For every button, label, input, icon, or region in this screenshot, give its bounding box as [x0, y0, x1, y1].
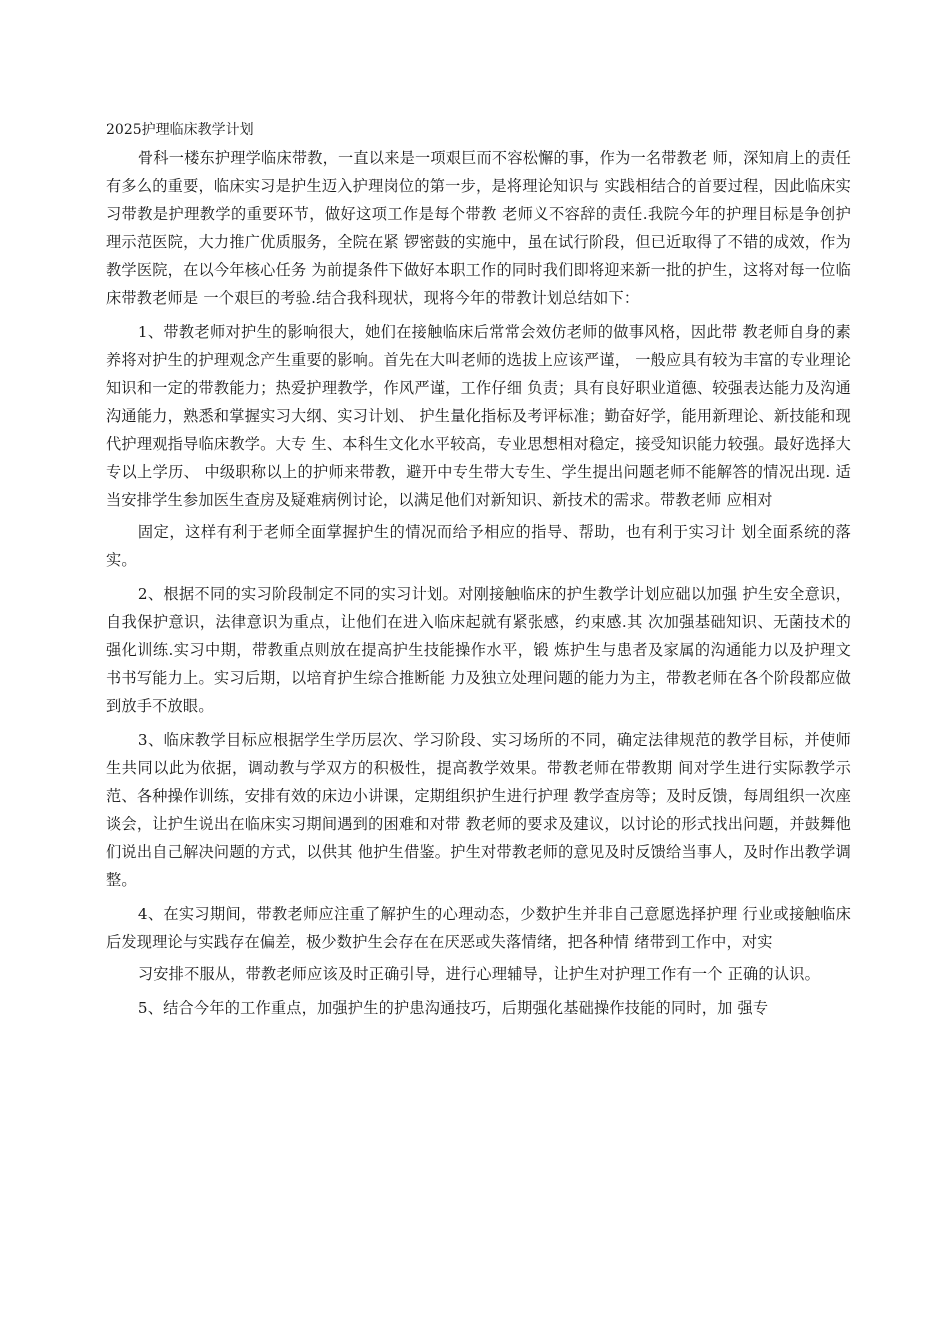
paragraph-item-1: 1、带教老师对护生的影响很大，她们在接触临床后常常会效仿老师的做事风格，因此带 教老师自身的素养将对护生的护理观念产生重要的影响。首先在大叫老师的选拔上应该严谨， 一般应具有较为丰富的专业理论知识和一定的带教能力；热爱护理教学，作风严谨，工作仔细 负责；具有良好职业道德、较强表达能力及沟通沟通能力，熟悉和掌握实习大纲、实习计划、 护生量化指标及考评标准；勤奋好学，能用新理论、新技能和现代护理观指导临床教学。大专 生、本科生文化水平较高，专业思想相对稳定，接受知识能力较强。最好选择大专以上学历、 中级职称以上的护师来带教，避开中专生带大专生、学生提出问题老师不能解答的情况出现. 适当安排学生参加医生查房及疑难病例讨论，以满足他们对新知识、新技术的需求。带教老师 应相对	[106, 323, 851, 509]
paragraph-item-4: 4、在实习期间，带教老师应注重了解护生的心理动态，少数护生并非自己意愿选择护理 行业或接触临床后发现理论与实践存在偏差，极少数护生会存在在厌恶或失落情绪，把各种情 绪带到工作中，对实	[106, 905, 851, 951]
document-title: 2025护理临床教学计划	[106, 122, 254, 138]
paragraph-item-4-continued: 习安排不服从，带教老师应该及时正确引导，进行心理辅导，让护生对护理工作有一个 正确的认识。	[137, 965, 820, 983]
paragraph-item-1-continued: 固定，这样有利于老师全面掌握护生的情况而给予相应的指导、帮助，也有利于实习计 划全面系统的落实。	[106, 523, 851, 569]
paragraph-item-5: 5、结合今年的工作重点，加强护生的护患沟通技巧，后期强化基础操作技能的同时，加 强专	[137, 999, 769, 1017]
paragraph-item-2: 2、根据不同的实习阶段制定不同的实习计划。对刚接触临床的护生教学计划应础以加强 护生安全意识，自我保护意识，法律意识为重点，让他们在进入临床起就有紧张感，约束感.其 次加强基础知识、无菌技术的强化训练.实习中期，带教重点则放在提高护生技能操作水平，锻 炼护生与患者及家属的沟通能力以及护理文书书写能力上。实习后期，以培育护生综合推断能 力及独立处理问题的能力为主，带教老师在各个阶段都应做到放手不放眼。	[106, 585, 851, 715]
paragraph-intro: 骨科一楼东护理学临床带教，一直以来是一项艰巨而不容松懈的事，作为一名带教老 师，深知肩上的责任有多么的重要，临床实习是护生迈入护理岗位的第一步，是将理论知识与 实践相结合的首要过程，因此临床实习带教是护理教学的重要环节，做好这项工作是每个带教 老师义不容辞的责任.我院今年的护理目标是争创护理示范医院，大力推广优质服务，全院在紧 锣密鼓的实施中，虽在试行阶段，但已近取得了不错的成效，作为教学医院，在以今年核心任务 为前提条件下做好本职工作的同时我们即将迎来新一批的护生，这将对每一位临床带教老师是 一个艰巨的考验.结合我科现状，现将今年的带教计划总结如下：	[106, 149, 851, 307]
paragraph-item-3: 3、临床教学目标应根据学生学历层次、学习阶段、实习场所的不同，确定法律规范的教学目标，并使师生共同以此为依据，调动教与学双方的积极性，提高教学效果。带教老师在带教期 间对学生进行实际教学示范、各种操作训练，安排有效的床边小讲课，定期组织护生进行护理 教学查房等；及时反馈，每周组织一次座谈会，让护生说出在临床实习期间遇到的困难和对带 教老师的要求及建议，以讨论的形式找出问题，并鼓舞他们说出自己解决问题的方式，以供其 他护生借鉴。护生对带教老师的意见及时反馈给当事人，及时作出教学调整。	[106, 731, 851, 889]
document-body	[106, 120, 851, 1028]
